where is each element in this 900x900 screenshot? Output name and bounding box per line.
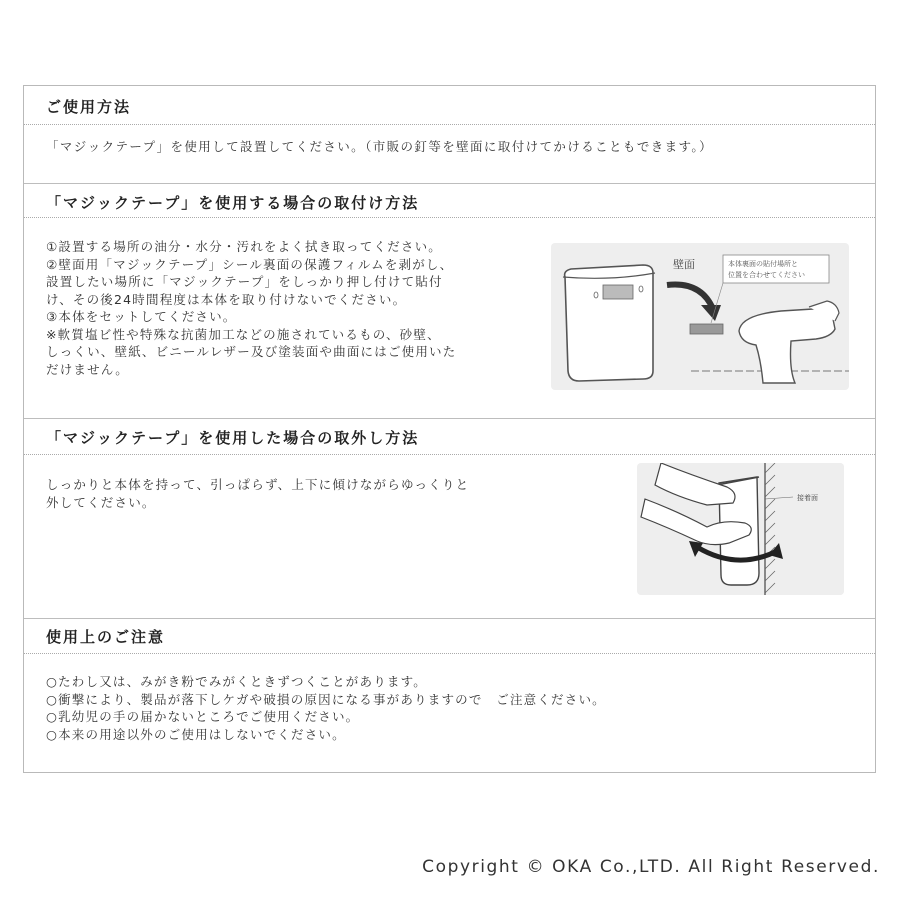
usage-heading-divider <box>24 124 875 125</box>
toilet-tank-illustration <box>551 243 849 390</box>
removal-steps <box>46 476 469 511</box>
caution-item: ○乳幼児の手の届かないところでご使用ください。 <box>46 709 360 724</box>
cautions-list <box>46 673 606 743</box>
install-illustration <box>551 243 849 390</box>
install-step-line: 設置したい場所に「マジックテープ」をしっかり押し付けて貼付 <box>46 274 443 289</box>
section-divider <box>24 183 875 184</box>
install-steps <box>46 238 456 378</box>
instruction-panel <box>23 85 876 773</box>
install-heading-divider <box>24 217 875 218</box>
hands-removing-tank-illustration <box>637 463 844 595</box>
caution-item: ○本来の用途以外のご使用はしないでください。 <box>46 726 346 742</box>
install-step-line: ※軟質塩ビ性や特殊な抗菌加工などの施されているもの、砂壁、 <box>46 326 441 342</box>
install-heading: 「マジックテープ」を使用する場合の取付け方法 <box>46 194 420 212</box>
callout-text-line: 本体裏面の貼付場所と <box>728 260 798 268</box>
caution-item: ○衝撃により、製品が落下しケガや破損の原因になる事がありますので ご注意ください。 <box>46 691 606 707</box>
surface-label: 接着面 <box>797 494 818 502</box>
section-divider <box>24 618 875 619</box>
callout-text-line: 位置を合わせてください <box>728 271 805 279</box>
install-step-line: しっくい、壁紙、ビニールレザー及び塗装面や曲面にはご使用いた <box>46 344 457 359</box>
section-divider <box>24 418 875 419</box>
cautions-heading-divider <box>24 653 875 654</box>
removal-illustration <box>637 463 844 595</box>
install-step-line: ③本体をセットしてください。 <box>46 309 237 324</box>
cautions-heading: 使用上のご注意 <box>46 628 166 646</box>
copyright-footer: Copyright © OKA Co.,LTD. All Right Reserved. <box>422 857 880 877</box>
removal-step-line: しっかりと本体を持って、引っぱらず、上下に傾けながらゆっくりと <box>46 477 470 492</box>
wall-label: 壁面 <box>673 258 695 271</box>
install-step-line: ①設置する場所の油分・水分・汚れをよく拭き取ってください。 <box>46 239 443 254</box>
install-step-line: け、その後24時間程度は本体を取り付けないでください。 <box>46 291 407 307</box>
caution-item: ○たわし又は、みがき粉でみがくときずつくことがあります。 <box>46 674 428 689</box>
removal-heading: 「マジックテープ」を使用した場合の取外し方法 <box>46 429 420 447</box>
removal-heading-divider <box>24 454 875 455</box>
install-step-line: ②壁面用「マジックテープ」シール裏面の保護フィルムを剥がし、 <box>46 256 454 272</box>
removal-step-line: 外してください。 <box>46 494 156 510</box>
install-step-line: だけません。 <box>46 361 129 377</box>
usage-heading: ご使用方法 <box>46 98 132 116</box>
usage-text: 「マジックテープ」を使用して設置してください。（市販の釘等を壁面に取付けてかけることもできます。） <box>46 139 713 154</box>
